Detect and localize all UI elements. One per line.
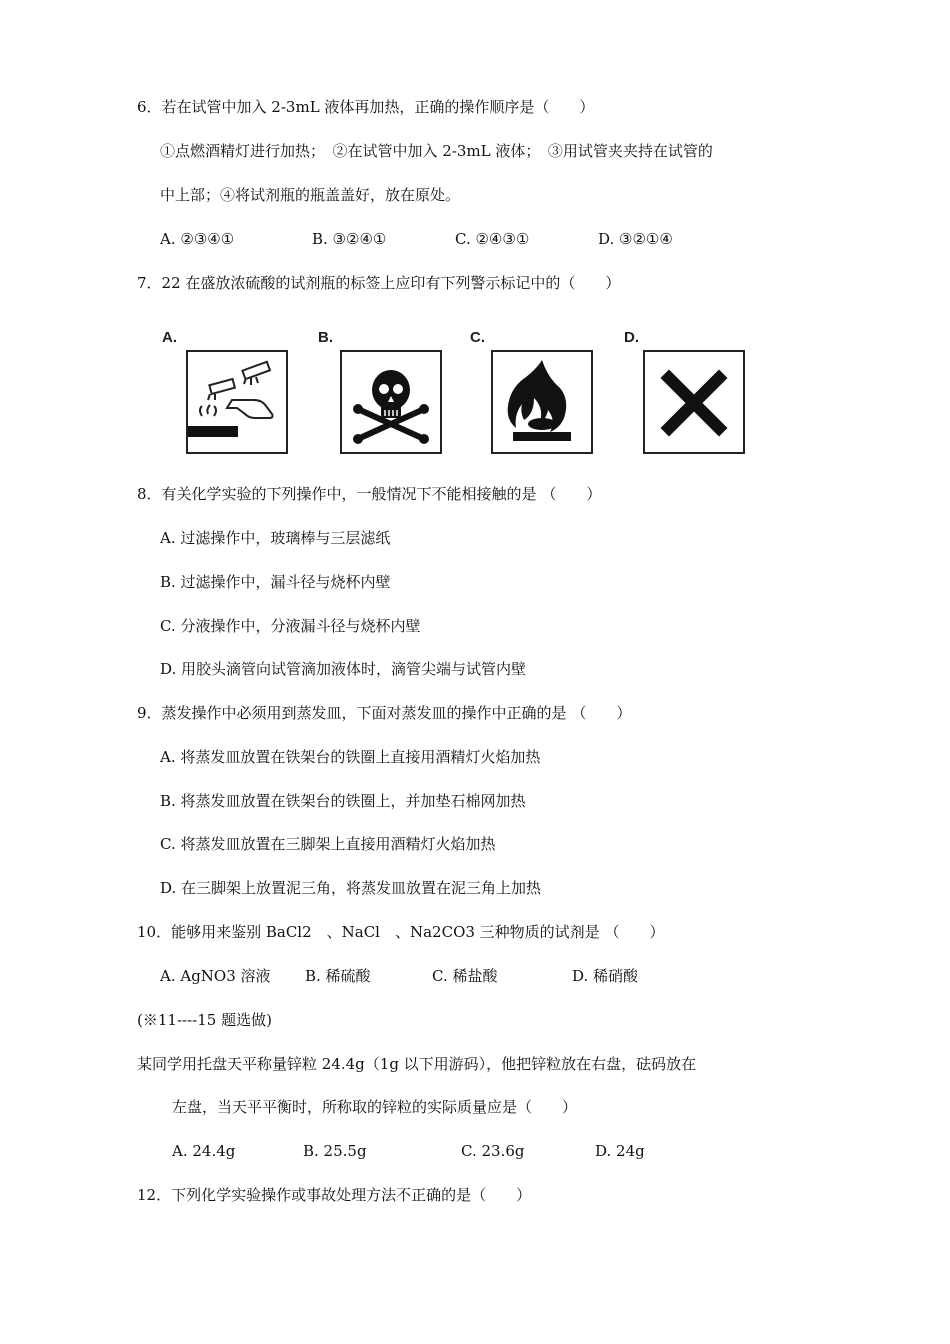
q9-option-a: A. 将蒸发皿放置在铁架台的铁圈上直接用酒精灯火焰加热 <box>160 748 541 766</box>
q11-option-d: D. 24g <box>595 1142 645 1160</box>
q9-option-c: C. 将蒸发皿放置在三脚架上直接用酒精灯火焰加热 <box>160 835 496 853</box>
q8-option-d: D. 用胶头滴管向试管滴加液体时，滴管尖端与试管内壁 <box>160 660 527 678</box>
q6-option-b: B. ③②④① <box>312 230 387 248</box>
q12-stem: 12．下列化学实验操作或事故处理方法不正确的是（ ） <box>137 1186 532 1204</box>
q8-option-b: B. 过滤操作中，漏斗径与烧杯内壁 <box>160 573 391 591</box>
q8-option-a: A. 过滤操作中，玻璃棒与三层滤纸 <box>160 529 391 547</box>
harmful-cross-icon <box>643 350 745 454</box>
q6-line2: ①点燃酒精灯进行加热； ②在试管中加入 2-3mL 液体； ③用试管夹夹持在试管的 <box>160 142 713 160</box>
q9-option-b: B. 将蒸发皿放置在铁架台的铁圈上，并加垫石棉网加热 <box>160 792 526 810</box>
corrosive-icon <box>186 350 288 454</box>
sign-label-d: D. <box>624 329 639 346</box>
q8-stem: 8．有关化学实验的下列操作中，一般情况下不能相接触的是 （ ） <box>137 485 602 503</box>
q10-option-c: C. 稀盐酸 <box>432 967 498 985</box>
sign-label-b: B. <box>318 329 333 346</box>
q6-stem: 6．若在试管中加入 2-3mL 液体再加热，正确的操作顺序是（ ） <box>137 98 595 116</box>
q10-option-d: D. 稀硝酸 <box>572 967 639 985</box>
toxic-skull-icon <box>340 350 442 454</box>
q11-line2: 左盘，当天平平衡时，所称取的锌粒的实际质量应是（ ） <box>172 1098 578 1116</box>
q6-option-a: A. ②③④① <box>160 230 235 248</box>
q11-options <box>172 1141 645 1161</box>
optional-note: (※11----15 题选做) <box>137 1011 272 1029</box>
q9-stem: 9．蒸发操作中必须用到蒸发皿，下面对蒸发皿的操作中正确的是 （ ） <box>137 704 632 722</box>
q6-line3: 中上部；④将试剂瓶的瓶盖盖好，放在原处。 <box>160 186 461 204</box>
q10-options <box>160 966 638 986</box>
q11-option-a: A. 24.4g <box>172 1142 236 1160</box>
q11-option-b: B. 25.5g <box>303 1142 367 1160</box>
q11-option-c: C. 23.6g <box>461 1142 525 1160</box>
sign-label-a: A. <box>162 329 177 346</box>
sign-label-c: C. <box>470 329 485 346</box>
q6-options <box>160 229 673 249</box>
q8-option-c: C. 分液操作中，分液漏斗径与烧杯内壁 <box>160 617 421 635</box>
q7-stem: 7．22 在盛放浓硫酸的试剂瓶的标签上应印有下列警示标记中的（ ） <box>137 274 621 292</box>
q10-option-b: B. 稀硫酸 <box>305 967 371 985</box>
q10-stem: 10．能够用来鉴别 BaCl2 、NaCl 、Na2CO3 三种物质的试剂是 （ ） <box>137 923 665 941</box>
q6-option-d: D. ③②①④ <box>598 230 673 248</box>
q6-option-c: C. ②④③① <box>455 230 530 248</box>
q9-option-d: D. 在三脚架上放置泥三角，将蒸发皿放置在泥三角上加热 <box>160 879 542 897</box>
flammable-flame-icon <box>491 350 593 454</box>
q11-stem: 某同学用托盘天平称量锌粒 24.4g（1g 以下用游码），他把锌粒放在右盘，砝码放在 <box>137 1055 697 1073</box>
q10-option-a: A. AgNO3 溶液 <box>160 967 271 985</box>
